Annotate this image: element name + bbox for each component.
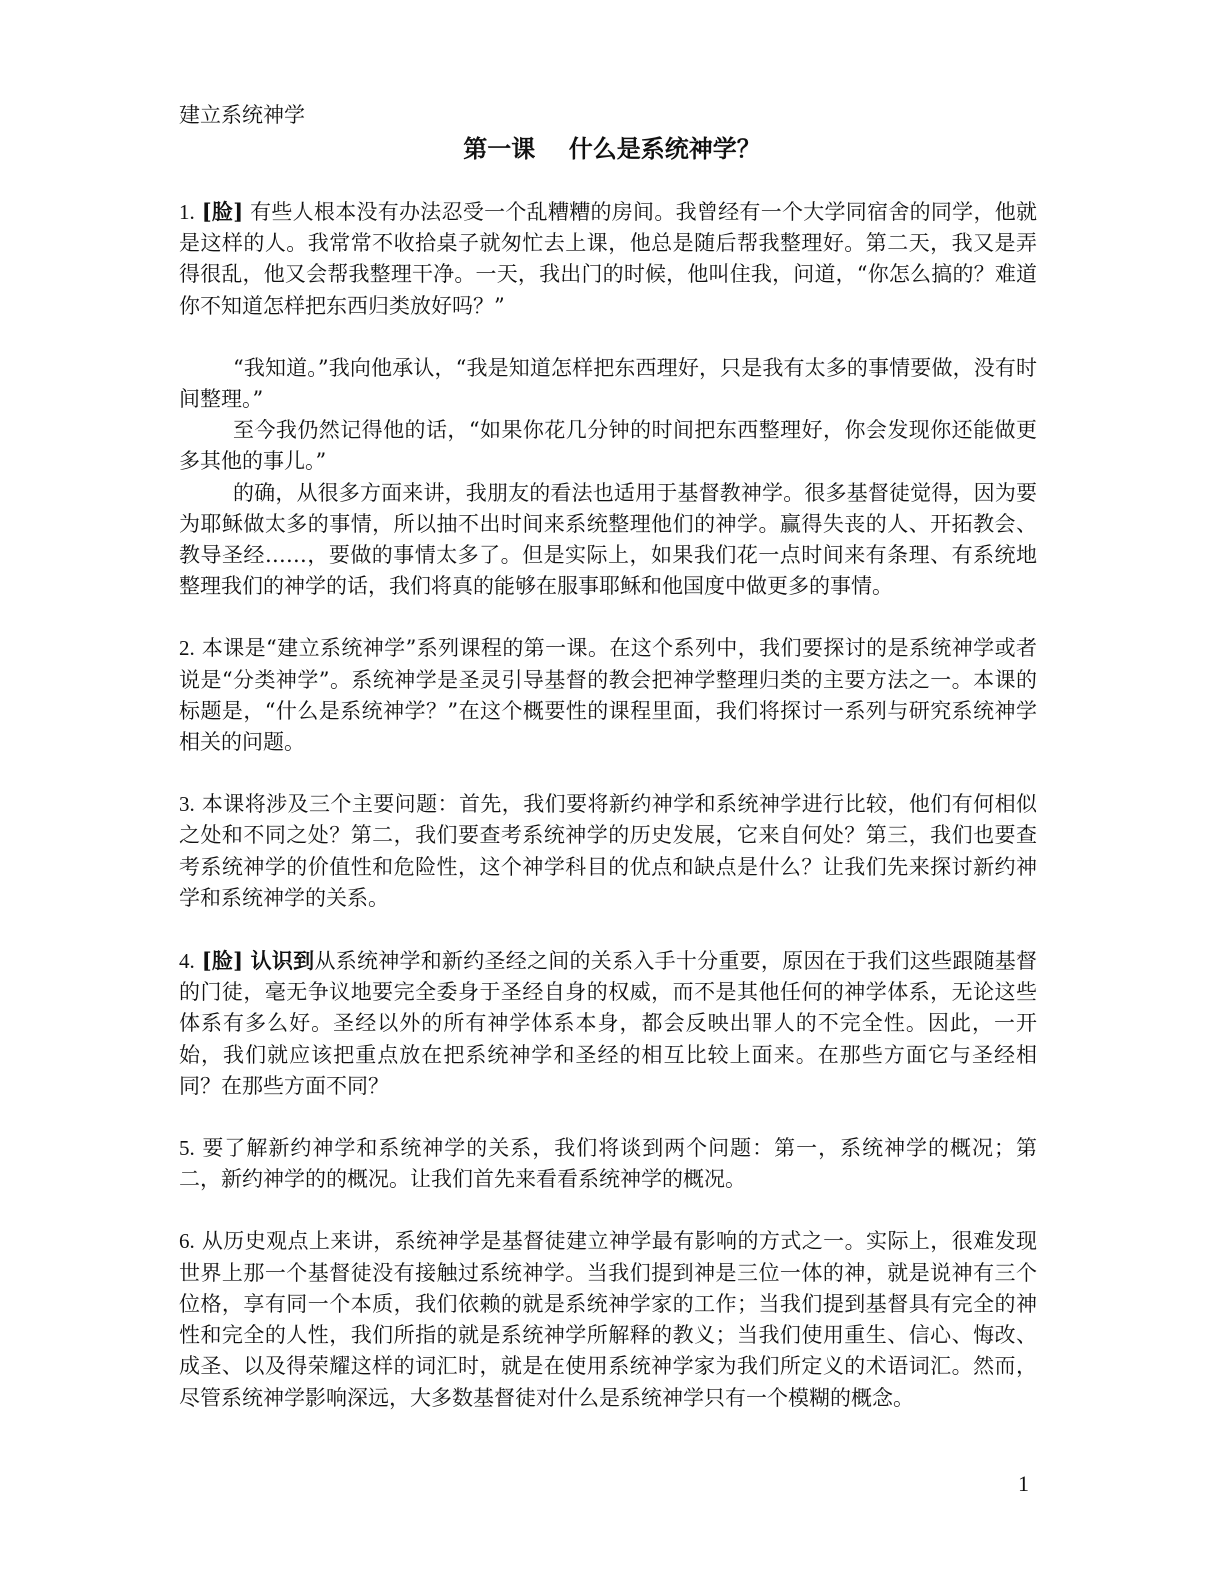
paragraph-1-continuation-2: 至今我仍然记得他的话，“如果你花几分钟的时间把东西整理好，你会发现你还能做更多其他的事儿。” <box>179 418 1037 474</box>
paragraph-number: 1. <box>179 200 195 224</box>
paragraph-number: 6. <box>179 1229 195 1254</box>
face-tag: [脸] 认识到 <box>201 948 315 974</box>
running-header: 建立系统神学 <box>179 103 305 127</box>
document-body <box>179 196 1037 1445</box>
paragraph-text: 本课将涉及三个主要问题：首先，我们要将新约神学和系统神学进行比较，他们有何相似之处和不同之处？第二，我们要查考系统神学的历史发展，它来自何处？第三，我们也要查考系统神学的价值性和危险性，这个神学科目的优点和缺点是什么？让我们先来探讨新约神学和系统神学的关系。 <box>179 792 1037 910</box>
paragraph-text: 从历史观点上来讲，系统神学是基督徒建立神学最有影响的方式之一。实际上，很难发现世界上那一个基督徒没有接触过系统神学。当我们提到神是三位一体的神，就是说神有三个位格，享有同一个本质，我们依赖的就是系统神学家的工作；当我们提到基督具有完全的神性和完全的人性，我们所指的就是系统神学所解释的教义；当我们使用重生、信心、悔改、成圣、以及得荣耀这样的词汇时，就是在使用系统神学家为我们所定义的术语词汇。然而，尽管系统神学影响深远，大多数基督徒对什么是系统神学只有一个模糊的概念。 <box>179 1229 1037 1410</box>
paragraph-1-continuation-1: “我知道。”我向他承认，“我是知道怎样把东西理好，只是我有太多的事情要做，没有时间整理。” <box>179 355 1037 412</box>
paragraph-text: 从系统神学和新约圣经之间的关系入手十分重要，原因在于我们这些跟随基督的门徒，毫无争议地要完全委身于圣经自身的权威，而不是其他任何的神学体系，无论这些体系有多么好。圣经以外的所有神学体系本身，都会反映出罪人的不完全性。因此，一开始，我们就应该把重点放在把系统神学和圣经的相互比较上面来。在那些方面它与圣经相同？在那些方面不同？ <box>179 949 1037 1098</box>
paragraph-number: 5. <box>179 1136 195 1161</box>
paragraph-number: 2. <box>179 636 195 661</box>
page-number: 1 <box>1018 1471 1029 1496</box>
paragraph-6 <box>179 1226 1037 1413</box>
paragraph-text: 要了解新约神学和系统神学的关系，我们将谈到两个问题：第一，系统神学的概况；第二，新约神学的的概况。让我们首先来看看系统神学的概况。 <box>179 1136 1037 1192</box>
paragraph-number: 4. <box>179 949 195 974</box>
lesson-title: 第一课 什么是系统神学？ <box>463 134 761 163</box>
paragraph-text: 本课是“建立系统神学”系列课程的第一课。在这个系列中，我们要探讨的是系统神学或者说是“分类神学”。系统神学是圣灵引导基督的教会把神学整理归类的主要方法之一。本课的标题是，“什么是系统神学？”在这个概要性的课程里面，我们将探讨一系列与研究系统神学相关的问题。 <box>179 636 1037 755</box>
face-tag: [脸] <box>201 199 244 224</box>
paragraph-3 <box>179 789 1037 914</box>
paragraph-text: 有些人根本没有办法忍受一个乱糟糟的房间。我曾经有一个大学同宿舍的同学，他就是这样的人。我常常不收拾桌子就匆忙去上课，他总是随后帮我整理好。第二天，我又是弄得很乱，他又会帮我整理干净。一天，我出门的时候，他叫住我，问道，“你怎么搞的？难道你不知道怎样把东西归类放好吗？” <box>179 200 1038 318</box>
paragraph-5 <box>179 1133 1037 1195</box>
paragraph-1-continuation-3: 的确，从很多方面来讲，我朋友的看法也适用于基督教神学。很多基督徒觉得，因为要为耶稣做太多的事情，所以抽不出时间来系统整理他们的神学。赢得失丧的人、开拓教会、教导圣经……，要做的事情太多了。但是实际上，如果我们花一点时间来有条理、有系统地整理我们的神学的话，我们将真的能够在服事耶稣和他国度中做更多的事情。 <box>179 480 1037 599</box>
paragraph-1 <box>179 196 1037 322</box>
paragraph-4 <box>179 945 1037 1102</box>
paragraph-number: 3. <box>179 792 195 817</box>
paragraph-2 <box>179 633 1037 758</box>
